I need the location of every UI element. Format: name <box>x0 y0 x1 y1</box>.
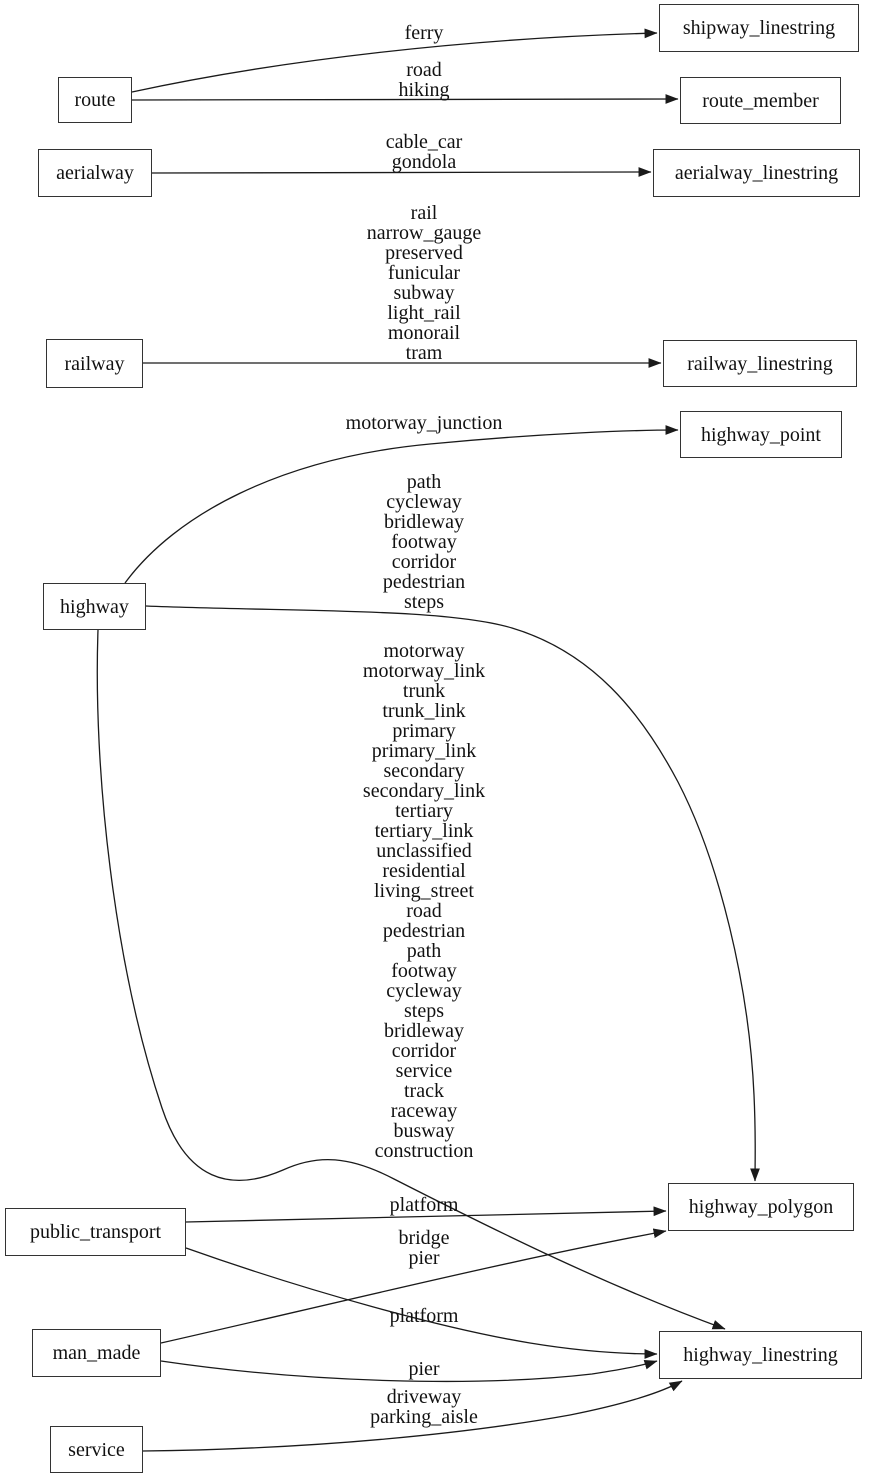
node-highway_linestring <box>659 1331 862 1379</box>
node-highway-label: highway <box>60 595 129 618</box>
node-route_member-label: route_member <box>702 89 819 112</box>
node-highway <box>43 583 146 630</box>
node-railway-label: railway <box>64 352 125 375</box>
edge-label-railway-railway_linestring: rail narrow_gauge preserved funicular subway light_rail monorail tram <box>366 202 482 364</box>
edge-label-service-highway_linestring: driveway parking_aisle <box>370 1386 478 1428</box>
edge-label-public_transport-highway_linestring: platform <box>389 1305 459 1327</box>
node-railway_linestring-label: railway_linestring <box>687 352 833 375</box>
node-highway_point-label: highway_point <box>701 423 821 446</box>
edge-label-highway-highway_polygon: path cycleway bridleway footway corridor pedestrian steps <box>382 471 466 613</box>
edge-label-highway-highway_point: motorway_junction <box>345 412 503 434</box>
node-public_transport-label: public_transport <box>29 1221 162 1243</box>
node-highway_point <box>680 411 842 458</box>
node-route-label: route <box>74 89 116 111</box>
node-man_made <box>32 1329 161 1377</box>
node-route <box>58 77 132 123</box>
node-railway_linestring <box>663 340 857 387</box>
node-service <box>50 1426 143 1473</box>
node-highway_polygon-label: highway_polygon <box>688 1196 834 1218</box>
node-aerialway <box>38 149 152 197</box>
node-aerialway_linestring <box>653 149 860 197</box>
node-highway_linestring-label: highway_linestring <box>683 1344 838 1366</box>
edge-route-to-shipway_linestring <box>132 33 657 92</box>
node-aerialway_linestring-label: aerialway_linestring <box>674 162 839 184</box>
edge-label-highway-highway_linestring: motorway motorway_link trunk trunk_link primary primary_link secondary secondary_link tertiary tertiary_link unclassified residential living_street road pedestrian path footway cycleway steps bridleway corridor service track raceway busway construction <box>362 640 486 1162</box>
node-service-label: service <box>68 1438 125 1461</box>
node-man_made-label: man_made <box>52 1342 141 1364</box>
edge-label-route-shipway_linestring: ferry <box>404 22 444 44</box>
node-highway_polygon <box>668 1183 854 1231</box>
edge-label-route-route_member: road hiking <box>398 59 450 101</box>
edge-label-aerialway-aerialway_linestring: cable_car gondola <box>385 131 463 173</box>
node-railway <box>46 339 143 388</box>
node-route_member <box>680 77 841 124</box>
node-shipway_linestring <box>659 4 859 52</box>
edge-label-man_made-highway_polygon: bridge pier <box>398 1227 450 1269</box>
edge-label-man_made-highway_linestring: pier <box>408 1358 440 1380</box>
edge-label-public_transport-highway_polygon: platform <box>389 1194 459 1216</box>
node-aerialway-label: aerialway <box>56 162 134 184</box>
node-shipway_linestring-label: shipway_linestring <box>682 17 836 39</box>
node-public_transport <box>5 1208 186 1256</box>
